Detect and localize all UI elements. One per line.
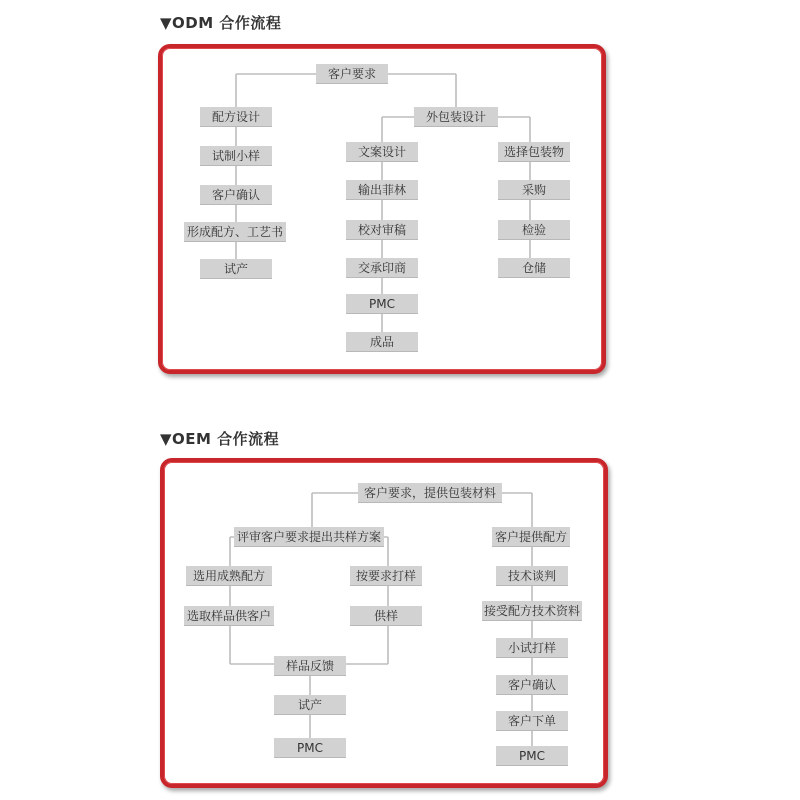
odm-node-copy: 文案设计 bbox=[346, 142, 418, 162]
odm-node-root: 客户要求 bbox=[316, 64, 388, 84]
oem-node-trial: 试产 bbox=[274, 695, 346, 715]
odm-node-proof: 校对审稿 bbox=[346, 220, 418, 240]
oem-node-small: 小试打样 bbox=[496, 638, 568, 658]
oem-node-by-req: 按要求打样 bbox=[350, 566, 422, 586]
odm-node-film: 输出菲林 bbox=[346, 180, 418, 200]
oem-node-tech: 技术谈判 bbox=[496, 566, 568, 586]
odm-node-purchase: 采购 bbox=[498, 180, 570, 200]
oem-node-pmc-right: PMC bbox=[496, 746, 568, 766]
odm-node-sample: 试制小样 bbox=[200, 146, 272, 166]
oem-node-supply: 供样 bbox=[350, 606, 422, 626]
oem-node-feedback: 样品反馈 bbox=[274, 656, 346, 676]
odm-node-confirm: 客户确认 bbox=[200, 185, 272, 205]
oem-node-provide: 客户提供配方 bbox=[492, 527, 570, 547]
odm-node-print: 交承印商 bbox=[346, 258, 418, 278]
odm-panel bbox=[158, 44, 606, 374]
odm-node-choose: 选择包装物 bbox=[498, 142, 570, 162]
odm-node-trial: 试产 bbox=[200, 259, 272, 279]
odm-node-formula: 配方设计 bbox=[200, 107, 272, 127]
oem-node-order: 客户下单 bbox=[496, 711, 568, 731]
odm-node-formula-doc: 形成配方、工艺书 bbox=[184, 222, 286, 242]
odm-node-storage: 仓储 bbox=[498, 258, 570, 278]
odm-section-title: ▼ODM 合作流程 bbox=[160, 14, 282, 32]
oem-node-review: 评审客户要求提出共样方案 bbox=[234, 527, 384, 547]
odm-node-pmc: PMC bbox=[346, 294, 418, 314]
oem-node-accept: 接受配方技术资料 bbox=[482, 601, 582, 621]
oem-node-select-sample: 选取样品供客户 bbox=[184, 606, 274, 626]
oem-node-confirm: 客户确认 bbox=[496, 675, 568, 695]
odm-node-packaging: 外包装设计 bbox=[414, 107, 498, 127]
oem-node-mature: 选用成熟配方 bbox=[186, 566, 272, 586]
odm-node-inspect: 检验 bbox=[498, 220, 570, 240]
oem-section-title: ▼OEM 合作流程 bbox=[160, 430, 280, 448]
oem-node-root: 客户要求，提供包装材料 bbox=[358, 483, 502, 503]
odm-node-product: 成品 bbox=[346, 332, 418, 352]
oem-node-pmc-left: PMC bbox=[274, 738, 346, 758]
